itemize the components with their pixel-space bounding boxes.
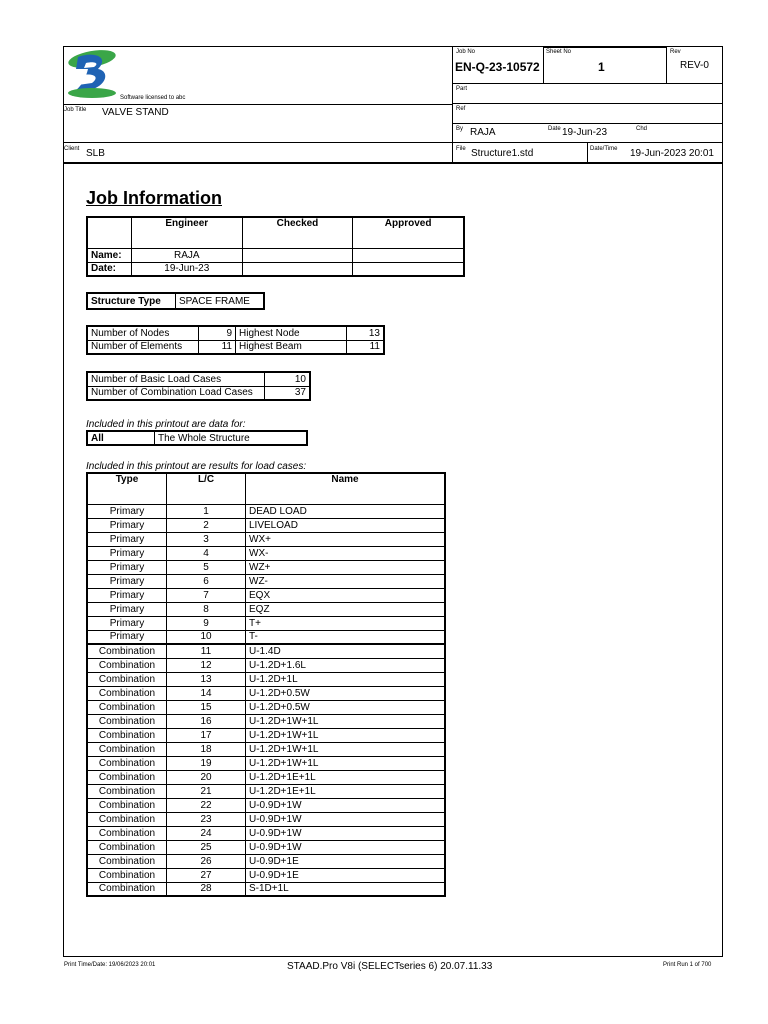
table-row [87,574,445,588]
row-type: Combination [87,686,167,700]
row-name: U-1.4D [246,644,446,658]
row-type: Combination [87,840,167,854]
by-value: RAJA [470,127,496,138]
date-row-label: Date: [87,262,131,276]
name-approved [353,248,464,262]
row-name: U-1.2D+1W+1L [246,728,446,742]
nodes-label: Number of Nodes [87,326,199,340]
row-name: U-1.2D+0.5W [246,686,446,700]
row-type: Combination [87,700,167,714]
row-name: U-0.9D+1W [246,826,446,840]
table-row [87,812,445,826]
row-name: WX- [246,546,446,560]
row-lc: 27 [167,868,246,882]
table-row [87,798,445,812]
row-type: Combination [87,826,167,840]
datetime-value: 19-Jun-2023 20:01 [630,148,714,159]
table-row [87,714,445,728]
row-lc: 22 [167,798,246,812]
row-name: U-0.9D+1E [246,868,446,882]
print-run: Print Run 1 of 700 [663,962,712,968]
elements-label: Number of Elements [87,340,199,354]
nodes-value: 9 [199,326,236,340]
name-label: Name: [87,248,131,262]
results-caption: Included in this printout are results for load cases: [86,461,307,472]
row-type: Primary [87,560,167,574]
rev-value: REV-0 [680,60,709,71]
body-bottom-border [63,956,723,957]
row-name: S-1D+1L [246,882,446,896]
row-lc: 4 [167,546,246,560]
sheet-no-label: Sheet No [546,49,572,55]
row-lc: 23 [167,812,246,826]
structure-type-table [86,292,265,310]
highest-node-label: Highest Node [236,326,347,340]
row-name: WZ+ [246,560,446,574]
row-lc: 21 [167,784,246,798]
counts-table [86,325,385,355]
table-row [87,560,445,574]
row-lc: 24 [167,826,246,840]
table-row [87,770,445,784]
chd-label: Chd [636,126,648,132]
table-row [87,868,445,882]
row-type: Combination [87,882,167,896]
table-row [87,518,445,532]
row-name: U-0.9D+1E [246,854,446,868]
row-lc: 5 [167,560,246,574]
row-lc: 3 [167,532,246,546]
combo-lc-label: Number of Combination Load Cases [87,386,265,400]
highest-beam-label: Highest Beam [236,340,347,354]
license-text: Software licensed to abc [120,95,186,101]
col-lc: L/C [167,473,246,504]
rev-label: Rev [670,49,681,55]
row-lc: 26 [167,854,246,868]
body-left-border [63,164,64,956]
row-name: U-0.9D+1W [246,812,446,826]
table-row [87,826,445,840]
row-type: Combination [87,770,167,784]
loadcase-count-table [86,371,311,401]
scope-desc: The Whole Structure [155,431,308,445]
scope-table [86,430,308,446]
table-row [87,742,445,756]
date-engineer: 19-Jun-23 [131,262,242,276]
row-lc: 11 [167,644,246,658]
software-version: STAAD.Pro V8i (SELECTseries 6) 20.07.11.33 [287,961,493,972]
highest-beam-value: 11 [347,340,385,354]
job-no: EN-Q-23-10572 [455,60,540,74]
row-type: Combination [87,672,167,686]
job-title: VALVE STAND [102,107,169,118]
row-type: Primary [87,518,167,532]
row-type: Primary [87,602,167,616]
row-lc: 9 [167,616,246,630]
table-row [87,644,445,658]
row-type: Primary [87,546,167,560]
row-lc: 19 [167,756,246,770]
row-type: Primary [87,574,167,588]
table-row [87,700,445,714]
row-name: U-1.2D+1E+1L [246,770,446,784]
table-row [87,658,445,672]
row-name: DEAD LOAD [246,504,446,518]
table-row [87,504,445,518]
row-lc: 8 [167,602,246,616]
row-lc: 17 [167,728,246,742]
row-type: Primary [87,630,167,644]
elements-value: 11 [199,340,236,354]
table-row [87,588,445,602]
table-row [87,532,445,546]
row-lc: 10 [167,630,246,644]
row-name: WX+ [246,532,446,546]
table-row [87,784,445,798]
table-row [87,630,445,644]
row-type: Primary [87,588,167,602]
row-name: LIVELOAD [246,518,446,532]
table-row [87,602,445,616]
date-value: 19-Jun-23 [562,127,608,138]
row-name: U-1.2D+1L [246,672,446,686]
row-name: U-1.2D+1E+1L [246,784,446,798]
table-row [87,756,445,770]
row-lc: 14 [167,686,246,700]
empty-cell [87,217,131,248]
part-label: Part [456,86,468,92]
name-engineer: RAJA [131,248,242,262]
col-name: Name [246,473,446,504]
basic-lc-value: 10 [265,372,311,386]
row-name: U-0.9D+1W [246,840,446,854]
row-type: Combination [87,812,167,826]
row-type: Combination [87,644,167,658]
client-value: SLB [86,148,105,159]
row-type: Combination [87,756,167,770]
sheet-no: 1 [598,60,605,74]
row-lc: 1 [167,504,246,518]
bentley-logo [64,47,120,103]
combo-lc-value: 37 [265,386,311,400]
job-no-label: Job No [456,49,476,55]
file-label: File [456,146,466,152]
row-type: Primary [87,616,167,630]
col-approved: Approved [353,217,464,248]
datetime-label: Date/Time [590,146,618,152]
client-label: Client [64,146,80,152]
date-label: Date [548,126,561,132]
name-checked [242,248,353,262]
page-title: Job Information [86,188,222,208]
row-lc: 6 [167,574,246,588]
row-lc: 12 [167,658,246,672]
row-name: WZ- [246,574,446,588]
row-lc: 20 [167,770,246,784]
col-type: Type [87,473,167,504]
row-lc: 18 [167,742,246,756]
job-title-label: Job Title [64,107,87,113]
structure-type-label: Structure Type [87,293,176,309]
row-lc: 28 [167,882,246,896]
table-row [87,672,445,686]
row-type: Combination [87,742,167,756]
row-lc: 15 [167,700,246,714]
print-time: Print Time/Date: 19/06/2023 20:01 [64,962,156,968]
row-type: Combination [87,868,167,882]
row-name: T- [246,630,446,644]
row-type: Combination [87,784,167,798]
row-name: EQZ [246,602,446,616]
table-row [87,854,445,868]
date-checked [242,262,353,276]
table-row [87,728,445,742]
col-checked: Checked [242,217,353,248]
row-name: U-1.2D+1W+1L [246,756,446,770]
body-right-border [722,164,723,956]
table-row [87,546,445,560]
load-case-table [86,472,446,897]
table-row [87,882,445,896]
table-row [87,840,445,854]
job-info-table [86,216,465,277]
table-row [87,616,445,630]
row-lc: 13 [167,672,246,686]
row-lc: 2 [167,518,246,532]
by-label: By [456,126,464,132]
row-type: Combination [87,854,167,868]
basic-lc-label: Number of Basic Load Cases [87,372,265,386]
highest-node-value: 13 [347,326,385,340]
scope-label: All [87,431,155,445]
col-engineer: Engineer [131,217,242,248]
structure-type-value: SPACE FRAME [176,293,265,309]
row-name: T+ [246,616,446,630]
row-lc: 16 [167,714,246,728]
row-lc: 25 [167,840,246,854]
row-type: Combination [87,714,167,728]
row-name: U-0.9D+1W [246,798,446,812]
data-caption: Included in this printout are data for: [86,419,246,430]
row-name: U-1.2D+0.5W [246,700,446,714]
row-name: EQX [246,588,446,602]
row-type: Combination [87,658,167,672]
file-value: Structure1.std [471,148,534,159]
row-name: U-1.2D+1W+1L [246,742,446,756]
row-type: Primary [87,532,167,546]
row-type: Combination [87,798,167,812]
row-name: U-1.2D+1.6L [246,658,446,672]
ref-label: Ref [456,106,466,112]
row-lc: 7 [167,588,246,602]
row-name: U-1.2D+1W+1L [246,714,446,728]
date-approved [353,262,464,276]
row-type: Combination [87,728,167,742]
table-row [87,686,445,700]
row-type: Primary [87,504,167,518]
